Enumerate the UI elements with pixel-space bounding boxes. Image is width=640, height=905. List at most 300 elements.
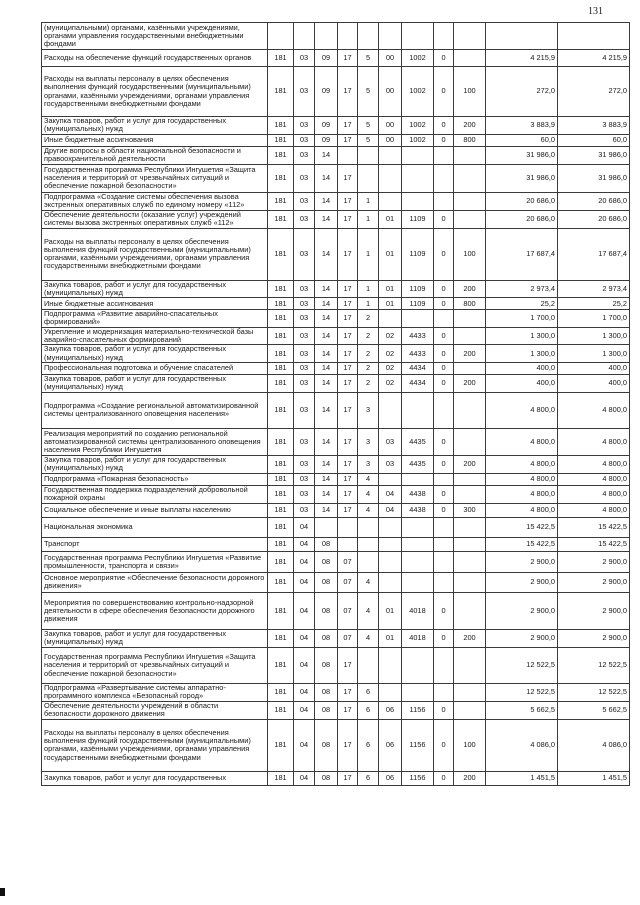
code-prog: 17 — [338, 210, 358, 228]
code-vr — [454, 473, 486, 485]
code-dir: 4433 — [402, 345, 434, 363]
code-dir — [402, 146, 434, 164]
row-name: Государственная программа Республики Ингушетия «Развитие промышленности, транспорта и связи» — [42, 551, 268, 572]
code-ext: 0 — [434, 719, 454, 771]
code-vr: 200 — [454, 455, 486, 473]
code-rz: 03 — [294, 374, 315, 392]
amount-year-2: 2 900,0 — [558, 592, 630, 629]
code-pr: 08 — [315, 719, 338, 771]
code-dir — [402, 392, 434, 428]
code-vr — [454, 551, 486, 572]
code-dir — [402, 517, 434, 537]
code-dir — [402, 310, 434, 328]
code-rz: 04 — [294, 647, 315, 683]
row-name: Профессиональная подготовка и обучение спасателей — [42, 362, 268, 374]
code-ext: 0 — [434, 455, 454, 473]
row-name: Закупка товаров, работ и услуг для государственных (муниципальных) нужд — [42, 280, 268, 298]
amount-year-1: 60,0 — [486, 134, 558, 146]
code-sub — [358, 551, 379, 572]
amount-year-2: 1 451,5 — [558, 771, 630, 785]
amount-year-1: 4 800,0 — [486, 485, 558, 503]
code-gr: 181 — [268, 503, 294, 517]
code-gr: 181 — [268, 517, 294, 537]
amount-year-2: 400,0 — [558, 362, 630, 374]
amount-year-1: 400,0 — [486, 362, 558, 374]
code-ext — [434, 310, 454, 328]
code-rz: 04 — [294, 517, 315, 537]
code-pr: 09 — [315, 50, 338, 67]
code-prog: 17 — [338, 67, 358, 117]
amount-year-1: 1 300,0 — [486, 345, 558, 363]
code-prog: 17 — [338, 310, 358, 328]
code-pr: 14 — [315, 455, 338, 473]
table-row — [42, 192, 630, 210]
code-dir — [402, 164, 434, 192]
code-main: 01 — [379, 629, 402, 647]
code-vr: 200 — [454, 117, 486, 135]
code-vr — [454, 485, 486, 503]
page-number: 131 — [588, 6, 603, 17]
code-dir: 4435 — [402, 428, 434, 455]
amount-year-2: 60,0 — [558, 134, 630, 146]
code-sub: 2 — [358, 345, 379, 363]
code-vr: 800 — [454, 134, 486, 146]
code-rz: 03 — [294, 473, 315, 485]
code-gr: 181 — [268, 719, 294, 771]
amount-year-1: 4 800,0 — [486, 473, 558, 485]
code-main — [379, 164, 402, 192]
code-prog: 17 — [338, 280, 358, 298]
code-prog: 17 — [338, 327, 358, 345]
table-row — [42, 345, 630, 363]
code-pr — [315, 23, 338, 50]
code-rz: 04 — [294, 683, 315, 701]
amount-year-2: 4 800,0 — [558, 428, 630, 455]
code-main — [379, 23, 402, 50]
code-rz: 03 — [294, 192, 315, 210]
row-name: Обеспечение деятельности (оказание услуг) учреждений системы вызова экстренных оперативных служб «112» — [42, 210, 268, 228]
table-row — [42, 164, 630, 192]
amount-year-2: 4 800,0 — [558, 455, 630, 473]
code-rz: 03 — [294, 345, 315, 363]
code-vr — [454, 701, 486, 719]
amount-year-2: 20 686,0 — [558, 192, 630, 210]
amount-year-1: 20 686,0 — [486, 210, 558, 228]
code-main: 02 — [379, 327, 402, 345]
amount-year-1: 4 800,0 — [486, 428, 558, 455]
code-gr — [268, 23, 294, 50]
code-main: 04 — [379, 503, 402, 517]
code-sub: 4 — [358, 503, 379, 517]
table-row — [42, 455, 630, 473]
row-name: Закупка товаров, работ и услуг для государственных (муниципальных) нужд — [42, 374, 268, 392]
code-sub: 2 — [358, 362, 379, 374]
table-row — [42, 503, 630, 517]
code-pr: 08 — [315, 629, 338, 647]
code-vr: 200 — [454, 629, 486, 647]
code-prog: 17 — [338, 683, 358, 701]
code-main: 03 — [379, 428, 402, 455]
code-gr: 181 — [268, 67, 294, 117]
code-vr — [454, 517, 486, 537]
code-gr: 181 — [268, 392, 294, 428]
budget-table — [41, 22, 630, 786]
code-prog: 17 — [338, 455, 358, 473]
table-row — [42, 683, 630, 701]
code-dir — [402, 551, 434, 572]
amount-year-2: 1 300,0 — [558, 345, 630, 363]
code-gr: 181 — [268, 117, 294, 135]
code-rz: 04 — [294, 592, 315, 629]
code-prog: 17 — [338, 345, 358, 363]
row-name: Закупка товаров, работ и услуг для государственных (муниципальных) нужд — [42, 455, 268, 473]
code-sub: 6 — [358, 701, 379, 719]
table-row — [42, 629, 630, 647]
amount-year-1: 31 986,0 — [486, 164, 558, 192]
row-name: Основное мероприятие «Обеспечение безопасности дорожного движения» — [42, 572, 268, 592]
table-row — [42, 327, 630, 345]
code-prog: 07 — [338, 629, 358, 647]
code-ext — [434, 164, 454, 192]
code-main: 00 — [379, 50, 402, 67]
row-name: (муниципальными) органами, казёнными учреждениями, органами управления государственными внебюджетными фондами — [42, 23, 268, 50]
code-vr — [454, 392, 486, 428]
code-dir: 1156 — [402, 701, 434, 719]
table-row — [42, 310, 630, 328]
code-sub: 6 — [358, 719, 379, 771]
code-prog: 17 — [338, 298, 358, 310]
code-main: 02 — [379, 345, 402, 363]
code-pr: 14 — [315, 485, 338, 503]
code-pr: 08 — [315, 771, 338, 785]
code-gr: 181 — [268, 192, 294, 210]
code-dir — [402, 537, 434, 551]
code-ext — [434, 146, 454, 164]
code-prog: 07 — [338, 572, 358, 592]
amount-year-2: 12 522,5 — [558, 647, 630, 683]
amount-year-1: 1 300,0 — [486, 327, 558, 345]
code-main — [379, 192, 402, 210]
code-sub: 3 — [358, 392, 379, 428]
code-ext: 0 — [434, 629, 454, 647]
code-pr: 14 — [315, 428, 338, 455]
code-main: 00 — [379, 134, 402, 146]
code-rz: 03 — [294, 455, 315, 473]
code-sub: 5 — [358, 67, 379, 117]
code-main: 00 — [379, 67, 402, 117]
row-name: Закупка товаров, работ и услуг для государственных (муниципальных) нужд — [42, 117, 268, 135]
amount-year-1: 15 422,5 — [486, 537, 558, 551]
code-ext: 0 — [434, 362, 454, 374]
amount-year-1: 20 686,0 — [486, 192, 558, 210]
code-rz: 03 — [294, 485, 315, 503]
code-gr: 181 — [268, 455, 294, 473]
code-dir: 1002 — [402, 50, 434, 67]
code-sub: 4 — [358, 485, 379, 503]
amount-year-2: 3 883,9 — [558, 117, 630, 135]
code-main: 01 — [379, 280, 402, 298]
amount-year-2: 2 900,0 — [558, 551, 630, 572]
code-vr: 100 — [454, 719, 486, 771]
amount-year-1: 272,0 — [486, 67, 558, 117]
code-sub: 4 — [358, 473, 379, 485]
code-prog: 07 — [338, 592, 358, 629]
table-row — [42, 374, 630, 392]
row-name: Закупка товаров, работ и услуг для государственных (муниципальных) нужд — [42, 629, 268, 647]
code-ext — [434, 551, 454, 572]
row-name: Обеспечение деятельности учреждений в области безопасности дорожного движения — [42, 701, 268, 719]
table-row — [42, 592, 630, 629]
code-main — [379, 572, 402, 592]
table-row — [42, 473, 630, 485]
amount-year-1: 2 900,0 — [486, 592, 558, 629]
code-main: 04 — [379, 485, 402, 503]
code-ext: 0 — [434, 327, 454, 345]
code-gr: 181 — [268, 134, 294, 146]
code-rz: 03 — [294, 392, 315, 428]
code-ext: 0 — [434, 374, 454, 392]
code-vr — [454, 537, 486, 551]
table-row — [42, 647, 630, 683]
code-main: 01 — [379, 592, 402, 629]
code-ext — [434, 537, 454, 551]
code-prog: 17 — [338, 473, 358, 485]
code-dir: 4434 — [402, 362, 434, 374]
code-prog: 17 — [338, 50, 358, 67]
code-ext: 0 — [434, 503, 454, 517]
code-pr: 14 — [315, 374, 338, 392]
code-gr: 181 — [268, 647, 294, 683]
code-prog: 17 — [338, 485, 358, 503]
code-prog: 17 — [338, 392, 358, 428]
code-dir: 1156 — [402, 771, 434, 785]
code-prog: 17 — [338, 192, 358, 210]
row-name: Национальная экономика — [42, 517, 268, 537]
amount-year-1: 4 800,0 — [486, 503, 558, 517]
code-gr: 181 — [268, 362, 294, 374]
code-prog: 17 — [338, 428, 358, 455]
table-row — [42, 23, 630, 50]
code-gr: 181 — [268, 228, 294, 280]
row-name: Подпрограмма «Создание региональной автоматизированной системы централизованного оповещения населения» — [42, 392, 268, 428]
amount-year-1: 1 451,5 — [486, 771, 558, 785]
amount-year-2: 31 986,0 — [558, 164, 630, 192]
code-gr: 181 — [268, 310, 294, 328]
code-gr: 181 — [268, 164, 294, 192]
code-vr: 200 — [454, 345, 486, 363]
amount-year-1: 3 883,9 — [486, 117, 558, 135]
code-gr: 181 — [268, 572, 294, 592]
amount-year-2: 4 800,0 — [558, 485, 630, 503]
code-dir: 1002 — [402, 117, 434, 135]
code-rz: 03 — [294, 117, 315, 135]
row-name: Государственная программа Республики Ингушетия «Защита населения и территорий от чрезвычайных ситуаций и обеспечение пожарной безопасности» — [42, 647, 268, 683]
code-sub: 2 — [358, 374, 379, 392]
code-sub: 5 — [358, 50, 379, 67]
code-ext: 0 — [434, 771, 454, 785]
code-main: 01 — [379, 228, 402, 280]
code-prog: 17 — [338, 362, 358, 374]
code-main: 06 — [379, 771, 402, 785]
amount-year-1: 2 900,0 — [486, 572, 558, 592]
amount-year-2: 31 986,0 — [558, 146, 630, 164]
table-row — [42, 719, 630, 771]
code-prog — [338, 146, 358, 164]
amount-year-2: 4 800,0 — [558, 392, 630, 428]
code-main: 03 — [379, 455, 402, 473]
code-vr — [454, 327, 486, 345]
table-row — [42, 67, 630, 117]
code-pr: 14 — [315, 327, 338, 345]
amount-year-1: 4 800,0 — [486, 392, 558, 428]
row-name: Укрепление и модернизация материально-технической базы аварийно-спасательных формирований — [42, 327, 268, 345]
code-sub: 1 — [358, 228, 379, 280]
code-ext: 0 — [434, 67, 454, 117]
code-dir — [402, 23, 434, 50]
code-dir: 4018 — [402, 629, 434, 647]
code-pr: 14 — [315, 298, 338, 310]
code-gr: 181 — [268, 298, 294, 310]
code-main: 00 — [379, 117, 402, 135]
code-rz: 04 — [294, 701, 315, 719]
amount-year-2: 272,0 — [558, 67, 630, 117]
code-rz: 03 — [294, 280, 315, 298]
code-dir: 4435 — [402, 455, 434, 473]
code-vr — [454, 164, 486, 192]
code-pr: 08 — [315, 572, 338, 592]
amount-year-2: 12 522,5 — [558, 683, 630, 701]
table-row — [42, 280, 630, 298]
code-ext: 0 — [434, 210, 454, 228]
table-row — [42, 50, 630, 67]
code-gr: 181 — [268, 701, 294, 719]
code-pr: 14 — [315, 392, 338, 428]
code-pr — [315, 517, 338, 537]
amount-year-1: 2 900,0 — [486, 629, 558, 647]
code-dir: 1002 — [402, 67, 434, 117]
code-dir — [402, 192, 434, 210]
code-sub: 2 — [358, 310, 379, 328]
code-dir: 4438 — [402, 503, 434, 517]
code-sub — [358, 146, 379, 164]
code-prog: 17 — [338, 374, 358, 392]
code-ext: 0 — [434, 345, 454, 363]
code-dir — [402, 473, 434, 485]
amount-year-1: 17 687,4 — [486, 228, 558, 280]
amount-year-2: 4 215,9 — [558, 50, 630, 67]
code-rz: 03 — [294, 228, 315, 280]
code-ext — [434, 23, 454, 50]
code-main — [379, 517, 402, 537]
code-ext — [434, 572, 454, 592]
amount-year-1: 5 662,5 — [486, 701, 558, 719]
code-pr: 08 — [315, 683, 338, 701]
code-pr: 14 — [315, 362, 338, 374]
code-ext — [434, 647, 454, 683]
code-dir: 1002 — [402, 134, 434, 146]
code-main: 06 — [379, 701, 402, 719]
code-pr: 09 — [315, 117, 338, 135]
code-sub: 6 — [358, 683, 379, 701]
code-vr: 300 — [454, 503, 486, 517]
amount-year-1: 31 986,0 — [486, 146, 558, 164]
code-gr: 181 — [268, 428, 294, 455]
amount-year-1: 2 973,4 — [486, 280, 558, 298]
code-ext: 0 — [434, 280, 454, 298]
code-main — [379, 683, 402, 701]
amount-year-2: 1 300,0 — [558, 327, 630, 345]
row-name: Иные бюджетные ассигнования — [42, 134, 268, 146]
code-rz: 03 — [294, 210, 315, 228]
code-vr: 100 — [454, 228, 486, 280]
code-pr: 08 — [315, 701, 338, 719]
code-ext: 0 — [434, 701, 454, 719]
row-name: Реализация мероприятий по созданию региональной автоматизированной системы централизованного оповещения населения Республики Ингушетия — [42, 428, 268, 455]
code-main — [379, 310, 402, 328]
row-name: Иные бюджетные ассигнования — [42, 298, 268, 310]
code-pr: 14 — [315, 503, 338, 517]
table-row — [42, 210, 630, 228]
code-prog: 17 — [338, 771, 358, 785]
code-sub: 5 — [358, 117, 379, 135]
row-name: Подпрограмма «Развитие аварийно-спасательных формирований» — [42, 310, 268, 328]
table-row — [42, 485, 630, 503]
row-name: Транспорт — [42, 537, 268, 551]
code-pr: 08 — [315, 551, 338, 572]
code-ext: 0 — [434, 228, 454, 280]
code-vr — [454, 50, 486, 67]
code-pr: 09 — [315, 67, 338, 117]
code-rz: 03 — [294, 50, 315, 67]
table-row — [42, 298, 630, 310]
code-prog: 17 — [338, 719, 358, 771]
code-prog: 07 — [338, 551, 358, 572]
code-gr: 181 — [268, 485, 294, 503]
code-main — [379, 392, 402, 428]
amount-year-2: 2 900,0 — [558, 629, 630, 647]
code-vr: 200 — [454, 280, 486, 298]
amount-year-2: 20 686,0 — [558, 210, 630, 228]
code-sub: 4 — [358, 629, 379, 647]
code-dir — [402, 572, 434, 592]
code-main — [379, 473, 402, 485]
table-body — [42, 23, 630, 786]
row-name: Мероприятия по совершенствованию контрольно-надзорной деятельности в сфере обеспечения безопасности дорожного движения — [42, 592, 268, 629]
code-sub: 4 — [358, 572, 379, 592]
code-pr: 14 — [315, 164, 338, 192]
code-dir: 4438 — [402, 485, 434, 503]
code-ext: 0 — [434, 134, 454, 146]
code-prog: 17 — [338, 117, 358, 135]
code-ext: 0 — [434, 117, 454, 135]
code-gr: 181 — [268, 537, 294, 551]
code-ext: 0 — [434, 50, 454, 67]
code-gr: 181 — [268, 592, 294, 629]
code-gr: 181 — [268, 280, 294, 298]
code-vr: 100 — [454, 67, 486, 117]
table-row — [42, 134, 630, 146]
code-rz: 03 — [294, 164, 315, 192]
code-pr: 14 — [315, 280, 338, 298]
code-pr: 14 — [315, 210, 338, 228]
code-dir: 4433 — [402, 327, 434, 345]
amount-year-1: 15 422,5 — [486, 517, 558, 537]
row-name: Государственная программа Республики Ингушетия «Защита населения и территорий от чрезвычайных ситуаций и обеспечение пожарной безопасности» — [42, 164, 268, 192]
code-vr — [454, 683, 486, 701]
code-rz: 03 — [294, 503, 315, 517]
code-vr — [454, 146, 486, 164]
amount-year-1: 400,0 — [486, 374, 558, 392]
